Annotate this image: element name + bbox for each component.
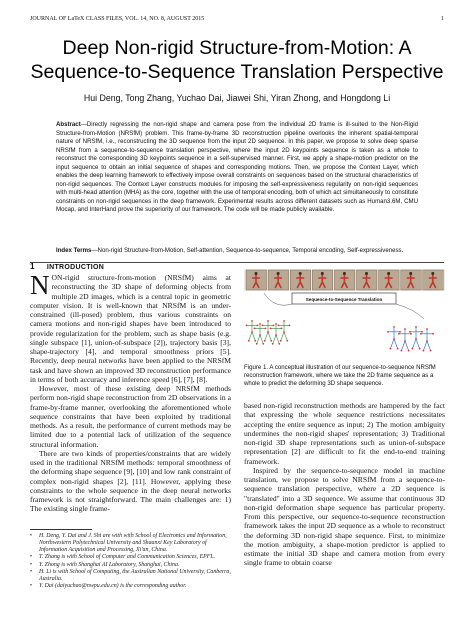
bullet-icon: • xyxy=(30,533,33,539)
footnote-rule xyxy=(30,529,92,530)
skeleton-pose xyxy=(262,320,275,342)
bullet-icon: • xyxy=(30,554,33,561)
shape-3d-sequence xyxy=(387,326,434,351)
translation-label: Sequence-to-Sequence Translation xyxy=(305,296,383,302)
intro-paragraph-3: There are two kinds of properties/constraints that are widely used in the traditional NRSfM methods: temporal smoothness of the deforming shape sequence [9], [10] and low rank constraint of complex non-rigid shapes [2], [11]. However, applying these constraints to the whole sequence in the deep neural networks framework is not straightforward. The main challenges are: 1) The existing single frame- xyxy=(30,448,231,514)
section-number: 1 xyxy=(30,262,35,271)
video-frame xyxy=(357,270,378,290)
affiliation-footnotes xyxy=(30,533,231,590)
video-frame xyxy=(423,270,444,290)
abstract-text: —Directly regressing the non-rigid shape and camera pose from the individual 2D frame is ill-suited to the Non-Rigid Structure-from-Motion (NRSfM) problem. This frame-by-frame 3D reconstruction pipeline overlooks the inherent spatial-temporal nature of NRSfM, i.e., reconstructing the 3D sequence from the input 2D sequence. In this paper, we propose to solve deep sparse NRSfM from a sequence-to-sequence translation perspective, where the input 2D keypoints sequence is taken as a whole to reconstruct the corresponding 3D keypoints sequence in a self-supervised manner. First, we apply a shape-motion predictor on the input sequence to obtain an initial sequence of shapes and corresponding motions. Then, we propose the Context Layer, which enables the deep learning framework to effectively impose overall constraints on sequences based on the structural characteristics of non-rigid sequences. The Context Layer constructs modules for imposing the self-expressiveness regularity on non-rigid sequences with multi-head attention (MHA) as the core, together with the use of temporal encoding, both of which act simultaneously to constitute constraints on non-rigid sequences in the deep framework. Experimental results across different datasets such as Human3.6M, CMU Mocap, and InterHand prove the superiority of our framework. The code will be made publicly available. xyxy=(56,121,418,214)
page-number: 1 xyxy=(441,16,444,22)
skeleton-pose xyxy=(409,326,423,349)
running-header xyxy=(30,16,444,26)
bullet-icon: • xyxy=(30,568,33,575)
footnote-text: T. Zhang is with School of Computer and Communication Sciences, EPFL. xyxy=(39,554,216,561)
figure-1 xyxy=(244,269,445,362)
right-column xyxy=(244,401,445,568)
abstract-label: Abstract xyxy=(56,121,81,128)
translation-module xyxy=(292,293,396,304)
footnote-text: Y. Zhong is with Shanghai AI Laboratory, Shanghai, China. xyxy=(39,561,180,568)
video-frame xyxy=(334,270,355,290)
author-list: Hui Deng, Tong Zhang, Yuchao Dai, Jiawei Shi, Yiran Zhong, and Hongdong Li xyxy=(83,93,391,103)
drop-cap: N xyxy=(30,270,50,300)
abstract xyxy=(56,121,418,215)
video-frame xyxy=(268,270,289,290)
footnote-item xyxy=(30,569,231,583)
index-terms xyxy=(56,247,418,256)
skeleton-pose xyxy=(246,320,259,342)
video-frame xyxy=(401,270,422,290)
video-frame xyxy=(312,270,333,290)
bullet-icon: • xyxy=(30,561,33,568)
index-terms-label: Index Terms xyxy=(56,247,92,254)
footnote-text: H. Li is with School of Computing, the Australian National University, Canberra, Australia. xyxy=(39,568,231,582)
skeleton-pose xyxy=(387,326,401,349)
right-paragraph-2: Inspired by the sequence-to-sequence model in machine translation, we propose to solve NRSfM from a sequence-to-sequence translation perspective, where a 2D sequence is "translated" into a 3D sequence. We assume that continuous 3D non-rigid deformation shape sequence has particular property. From this perspective, our sequence-to-sequence reconstruction framework takes the input 2D sequence as a whole to reconstruct the deforming 3D non-rigid shape sequence. First, to minimize the motion ambiguity, a shape-motion predictor is applied to estimate the initial 3D shape and camera motion from every single frame to obtain coarse xyxy=(244,465,445,568)
title-line-1: Deep Non-rigid Structure-from-Motion: A xyxy=(62,37,412,59)
intro-paragraph-1 xyxy=(30,270,231,384)
figure-1-caption: Figure 1. A conceptual illustration of our sequence-to-sequence NRSfM reconstruction framework, where we take the 2D frame sequence as a whole to predict the deforming 3D shape sequence. xyxy=(244,364,436,388)
index-terms-text: —Non-rigid Structure-from-Motion, Self-attention, Sequence-to-sequence, Temporal encoding, Self-expressiveness. xyxy=(91,247,404,254)
left-column xyxy=(30,270,231,514)
right-paragraph-1: based non-rigid reconstruction methods are hampered by the fact that expressing the whole sequence restrictions necessitates accepting the entire sequence as input; 2) The motion ambiguity undermines the non-rigid shapes' representation; 3) Traditional non-rigid 3D shape representations such as union-of-subspace representation [2] are difficult to fit the end-to-end training framework. xyxy=(244,401,445,466)
journal-name: JOURNAL OF LaTeX CLASS FILES, VOL. 14, NO. 8, AUGUST 2015 xyxy=(30,16,205,22)
video-frame xyxy=(290,270,311,290)
footnote-item xyxy=(30,583,231,590)
input-frame-row xyxy=(244,269,445,291)
intro-paragraph-1-text: ON-rigid structure-from-motion (NRSfM) aims at reconstructing the 3D shape of deforming objects from multiple 2D images, which is a central topic in geometric computer vision. It is well-known that NRSfM is an under-constrained (ill-posed) problem, thus various constraints on camera motions and non-rigid shapes have been introduced to provide regularization for the problem, such as shape basis (e.g. single subspace [1], union-of-subspace [2]), trajectory basis [3], shape-trajectory [4], and temporal smoothness priors [5]. Recently, deep neural networks have been applied to the NRSfM task and have shown an improved 3D reconstruction performance in terms of both accuracy and inference speed [6], [7], [8]. xyxy=(30,273,231,384)
footnote-text: H. Deng, Y. Dai and J. Shi are with with School of Electronics and Information, Northwestern Polytechnical University and Shaanxi Key Laboratory of Information Acquisition and Processing, Xi'an, China. xyxy=(39,533,227,554)
footnote-item xyxy=(30,562,231,569)
skeleton-pose xyxy=(278,320,291,342)
footnote-text: Y. Dai (daiyuchao@nwpu.edu.cn) is the corresponding author. xyxy=(39,583,187,590)
paper-title xyxy=(20,36,454,84)
footnote-item xyxy=(30,554,231,561)
title-line-2: Sequence-to-Sequence Translation Perspective xyxy=(30,61,444,83)
section-title: INTRODUCTION xyxy=(46,264,105,271)
video-frame xyxy=(379,270,400,290)
keypoint-2d-sequence xyxy=(246,320,291,345)
intro-paragraph-2: However, most of these existing deep NRSfM methods perform non-rigid shape reconstruction from 2D observations in a frame-by-frame manner, overlooking the aforementioned whole sequence constraints that have been exploited by traditional methods. As a result, the performance of current methods may be limited due to a potential lack of utilization of the sequence structural information. xyxy=(30,384,231,449)
footnote-item xyxy=(30,533,231,554)
figure-1-illustration xyxy=(244,269,445,362)
video-frame xyxy=(246,270,267,290)
bullet-icon: • xyxy=(30,583,33,590)
